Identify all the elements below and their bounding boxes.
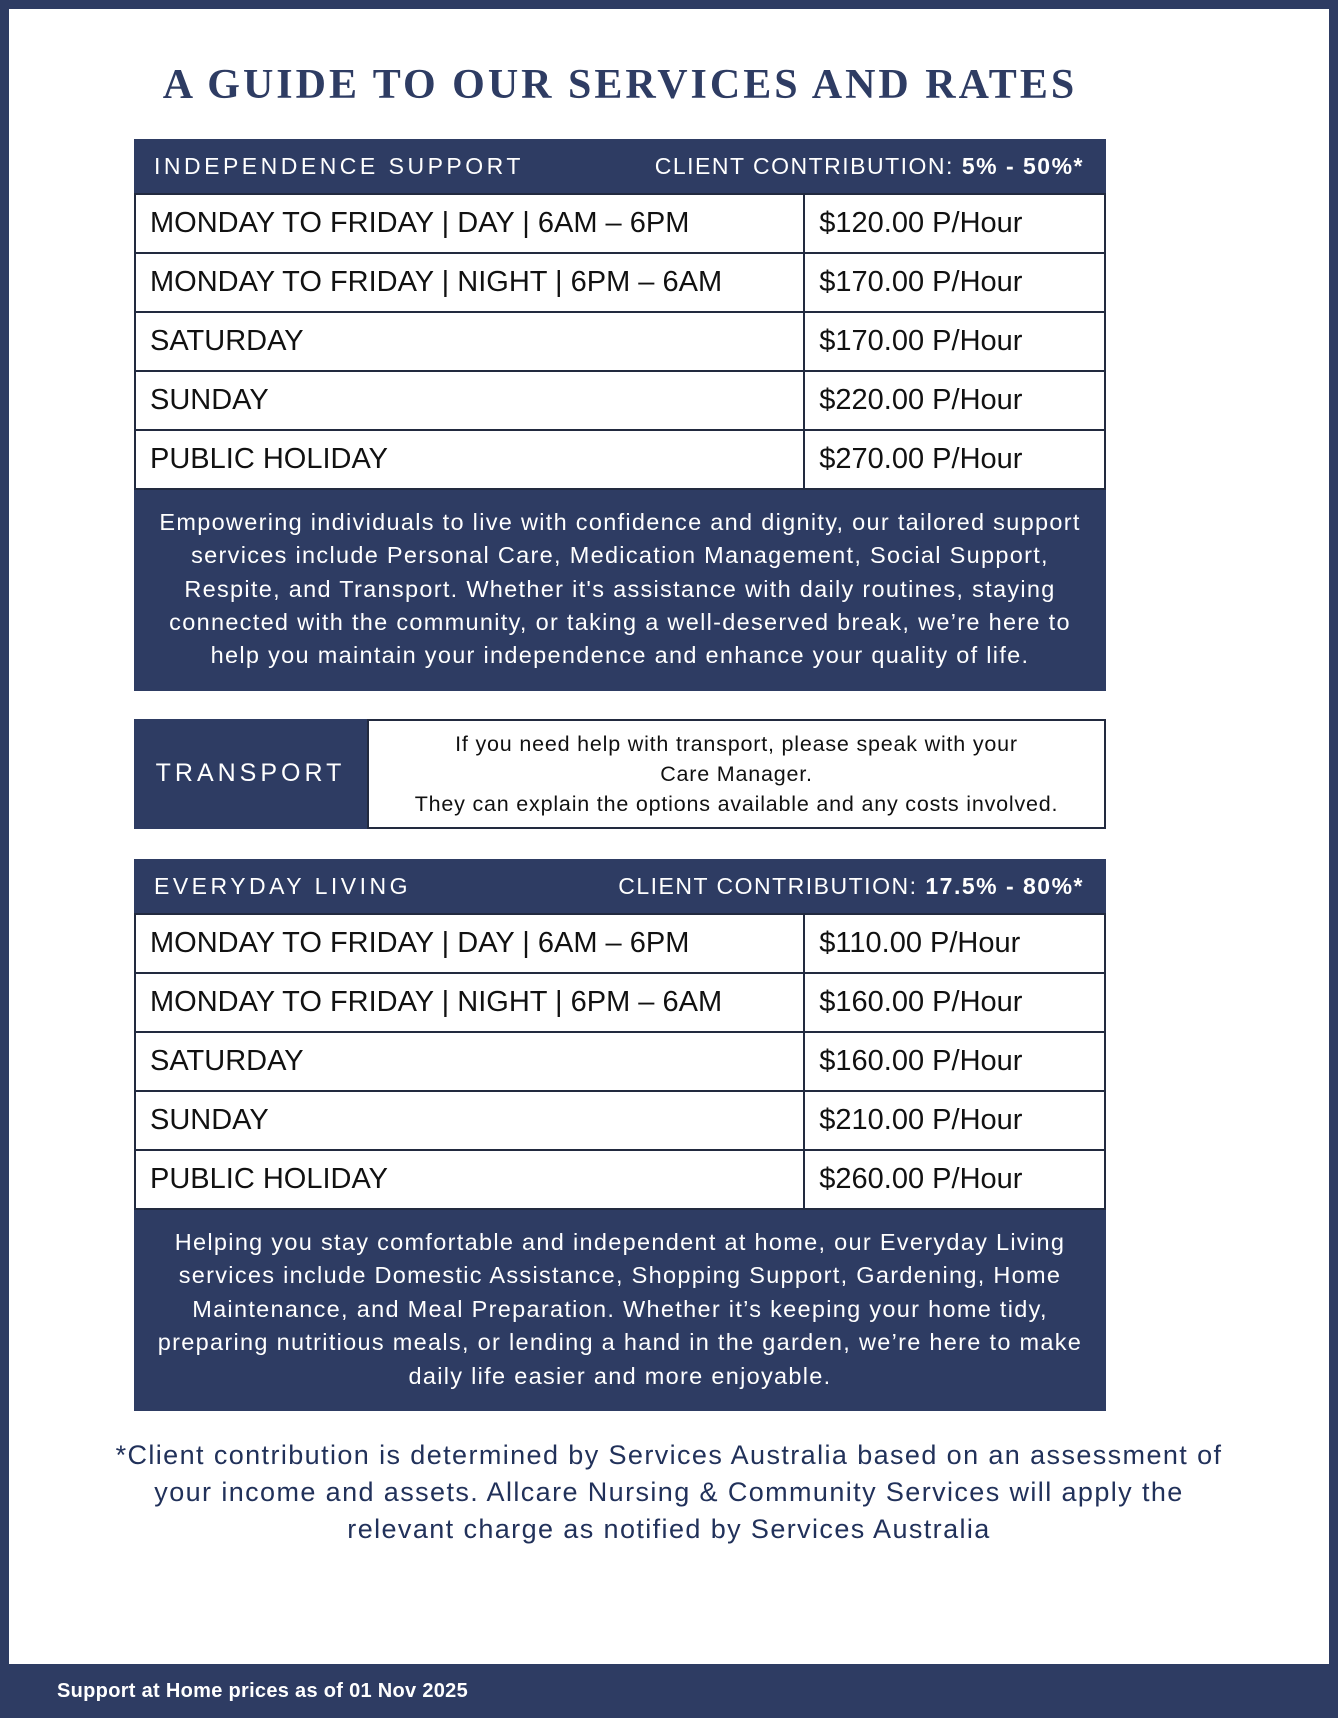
rate-cell: $160.00 P/Hour	[804, 1032, 1105, 1091]
transport-line-3: They can explain the options available and any costs involved.	[414, 791, 1059, 816]
service-cell: SUNDAY	[135, 371, 804, 430]
rates-table-everyday	[134, 913, 1106, 1210]
rate-cell: $270.00 P/Hour	[804, 430, 1105, 489]
section-description-everyday: Helping you stay comfortable and independent at home, our Everyday Living services include Domestic Assistance, Shopping Support, Gardening, Home Maintenance, and Meal Preparation. Whether it’s keeping your home tidy, preparing nutritious meals, or lending a hand in the garden, we’re here to make daily life easier and more enjoyable.	[134, 1210, 1106, 1411]
table-row	[135, 1150, 1105, 1209]
table-row	[135, 253, 1105, 312]
service-cell: SATURDAY	[135, 1032, 804, 1091]
section-description-independence: Empowering individuals to live with confidence and dignity, our tailored support services include Personal Care, Medication Management, Social Support, Respite, and Transport. Whether it's assistance with daily routines, staying connected with the community, or taking a well-deserved break, we’re here to help you maintain your independence and enhance your quality of life.	[134, 490, 1106, 691]
table-row	[135, 973, 1105, 1032]
service-cell: MONDAY TO FRIDAY | NIGHT | 6PM – 6AM	[135, 973, 804, 1032]
section-header-independence	[134, 139, 1106, 193]
service-cell: PUBLIC HOLIDAY	[135, 430, 804, 489]
page-title: A GUIDE TO OUR SERVICES AND RATES	[162, 62, 1078, 108]
section-title: EVERYDAY LIVING	[154, 872, 412, 899]
rate-cell: $170.00 P/Hour	[804, 253, 1105, 312]
service-cell: PUBLIC HOLIDAY	[135, 1150, 804, 1209]
client-contribution	[655, 153, 1084, 180]
footer-bar	[9, 1664, 1329, 1718]
service-cell: MONDAY TO FRIDAY | DAY | 6AM – 6PM	[135, 914, 804, 973]
section-everyday-living	[134, 859, 1106, 1411]
transport-line-1: If you need help with transport, please speak with your	[455, 731, 1018, 756]
table-row	[135, 1032, 1105, 1091]
table-row	[135, 312, 1105, 371]
rate-cell: $110.00 P/Hour	[804, 914, 1105, 973]
section-header-everyday	[134, 859, 1106, 913]
transport-strip	[134, 719, 1106, 829]
client-contribution-label: CLIENT CONTRIBUTION:	[618, 872, 926, 899]
rate-cell: $160.00 P/Hour	[804, 973, 1105, 1032]
section-independence-support	[134, 139, 1106, 691]
service-cell: SATURDAY	[135, 312, 804, 371]
client-contribution-label: CLIENT CONTRIBUTION:	[654, 152, 962, 179]
rate-cell: $120.00 P/Hour	[804, 194, 1105, 253]
section-title: INDEPENDENCE SUPPORT	[154, 152, 524, 179]
client-contribution	[618, 873, 1084, 900]
rate-cell: $220.00 P/Hour	[804, 371, 1105, 430]
client-contribution-footnote: *Client contribution is determined by Services Australia based on an assessment of your income and assets. Allcare Nursing & Community Services will apply the relevant charge as notified by Services Australia	[115, 1439, 1223, 1545]
rate-cell: $210.00 P/Hour	[804, 1091, 1105, 1150]
table-row	[135, 430, 1105, 489]
rate-cell: $170.00 P/Hour	[804, 312, 1105, 371]
table-row	[135, 194, 1105, 253]
rates-table-independence	[134, 193, 1106, 490]
service-cell: MONDAY TO FRIDAY | NIGHT | 6PM – 6AM	[135, 253, 804, 312]
rate-cell: $260.00 P/Hour	[804, 1150, 1105, 1209]
table-row	[135, 1091, 1105, 1150]
table-row	[135, 914, 1105, 973]
table-row	[135, 371, 1105, 430]
footer-pricing-date: Support at Home prices as of 01 Nov 2025	[57, 1679, 469, 1702]
service-cell: SUNDAY	[135, 1091, 804, 1150]
transport-text	[367, 719, 1106, 829]
service-cell: MONDAY TO FRIDAY | DAY | 6AM – 6PM	[135, 194, 804, 253]
transport-label: TRANSPORT	[134, 719, 367, 829]
transport-line-2: Care Manager.	[660, 761, 813, 786]
client-contribution-value: 5% - 50%*	[961, 152, 1084, 179]
client-contribution-value: 17.5% - 80%*	[925, 872, 1084, 899]
